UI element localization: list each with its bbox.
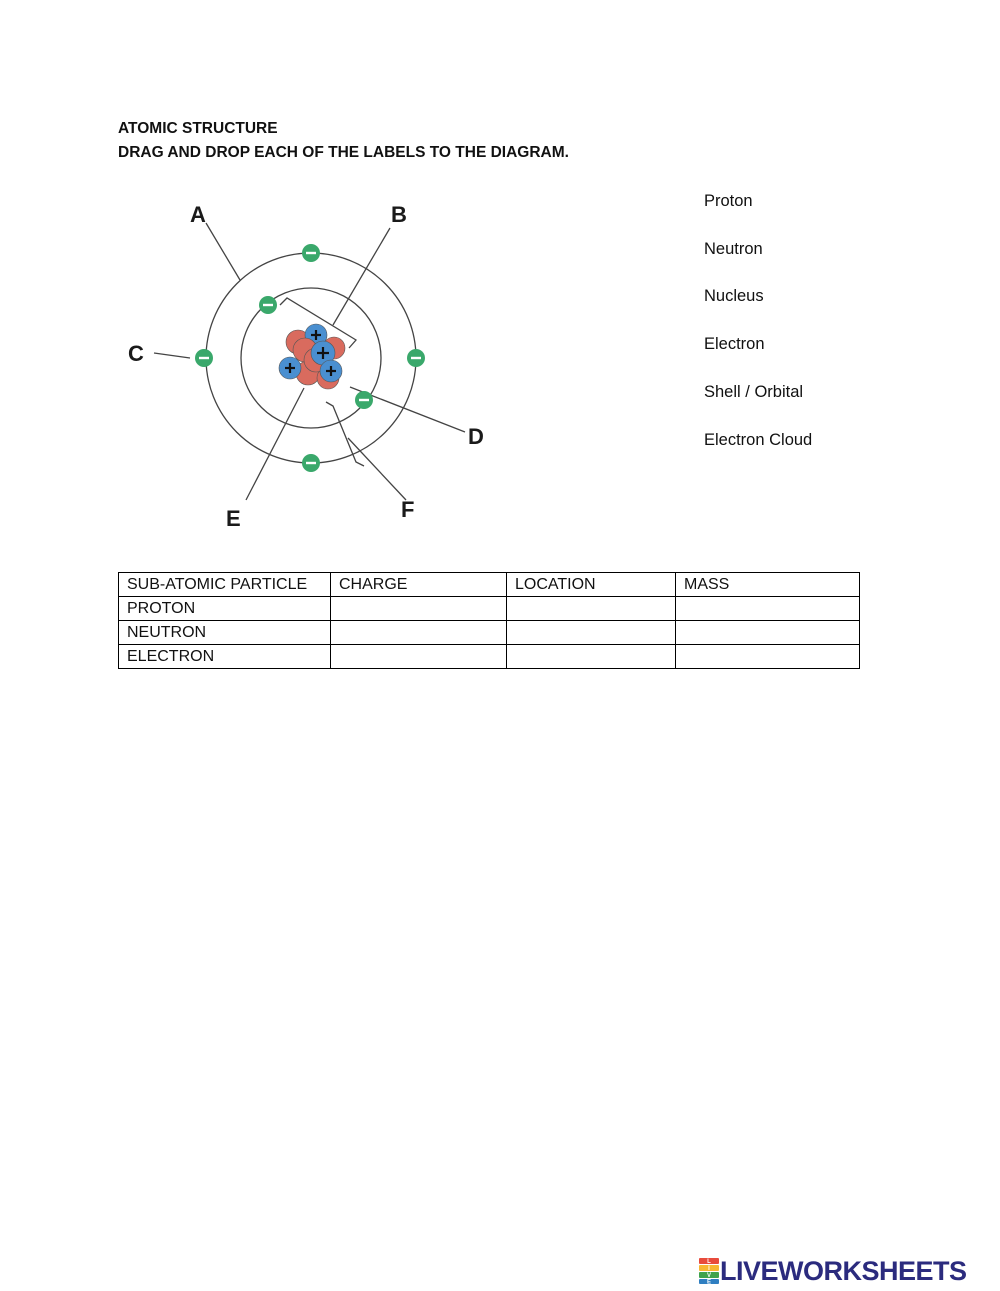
table-row <box>119 597 860 621</box>
table-header: SUB-ATOMIC PARTICLE <box>119 573 331 597</box>
word-bank-electron[interactable]: Electron <box>704 335 765 353</box>
word-bank-shell-orbital[interactable]: Shell / Orbital <box>704 383 804 401</box>
table-cell: NEUTRON <box>119 621 331 645</box>
electron <box>302 454 320 472</box>
svg-text:V: V <box>706 1273 712 1279</box>
label-b: B <box>391 202 407 227</box>
table-cell[interactable] <box>507 645 676 669</box>
electron <box>355 391 373 409</box>
table-header: MASS <box>676 573 860 597</box>
table-cell[interactable] <box>331 645 507 669</box>
table-row <box>119 621 860 645</box>
word-bank-proton[interactable]: Proton <box>704 192 753 210</box>
table-header: LOCATION <box>507 573 676 597</box>
table-cell: ELECTRON <box>119 645 331 669</box>
worksheet-instruction: DRAG AND DROP EACH OF THE LABELS TO THE DIAGRAM. <box>118 144 569 161</box>
word-bank-nucleus[interactable]: Nucleus <box>704 287 764 305</box>
label-c: C <box>128 341 144 366</box>
label-a: A <box>190 202 206 227</box>
table-cell[interactable] <box>331 621 507 645</box>
table-row <box>119 645 860 669</box>
electron <box>407 349 425 367</box>
table-cell[interactable] <box>507 621 676 645</box>
particle-table <box>118 572 860 669</box>
logo-letter-stack-icon <box>698 1257 720 1285</box>
table-cell[interactable] <box>676 597 860 621</box>
table-header-row <box>119 573 860 597</box>
electron <box>195 349 213 367</box>
electron <box>259 296 277 314</box>
electron <box>302 244 320 262</box>
logo-text: LIVEWORKSHEETS <box>720 1256 967 1286</box>
table-cell[interactable] <box>507 597 676 621</box>
table-cell[interactable] <box>676 621 860 645</box>
table-cell[interactable] <box>331 597 507 621</box>
table-header: CHARGE <box>331 573 507 597</box>
table-cell: PROTON <box>119 597 331 621</box>
label-f: F <box>401 497 415 522</box>
svg-text:L: L <box>707 1259 711 1265</box>
atom-diagram <box>118 190 518 540</box>
word-bank-electron-cloud[interactable]: Electron Cloud <box>704 431 813 449</box>
label-d: D <box>468 424 484 449</box>
worksheet-title: ATOMIC STRUCTURE <box>118 120 278 137</box>
label-e: E <box>226 506 241 531</box>
svg-text:E: E <box>706 1279 712 1285</box>
svg-text:I: I <box>708 1266 710 1272</box>
table-cell[interactable] <box>676 645 860 669</box>
liveworksheets-logo <box>698 1257 967 1285</box>
word-bank-neutron[interactable]: Neutron <box>704 240 763 258</box>
nucleus <box>279 324 345 389</box>
